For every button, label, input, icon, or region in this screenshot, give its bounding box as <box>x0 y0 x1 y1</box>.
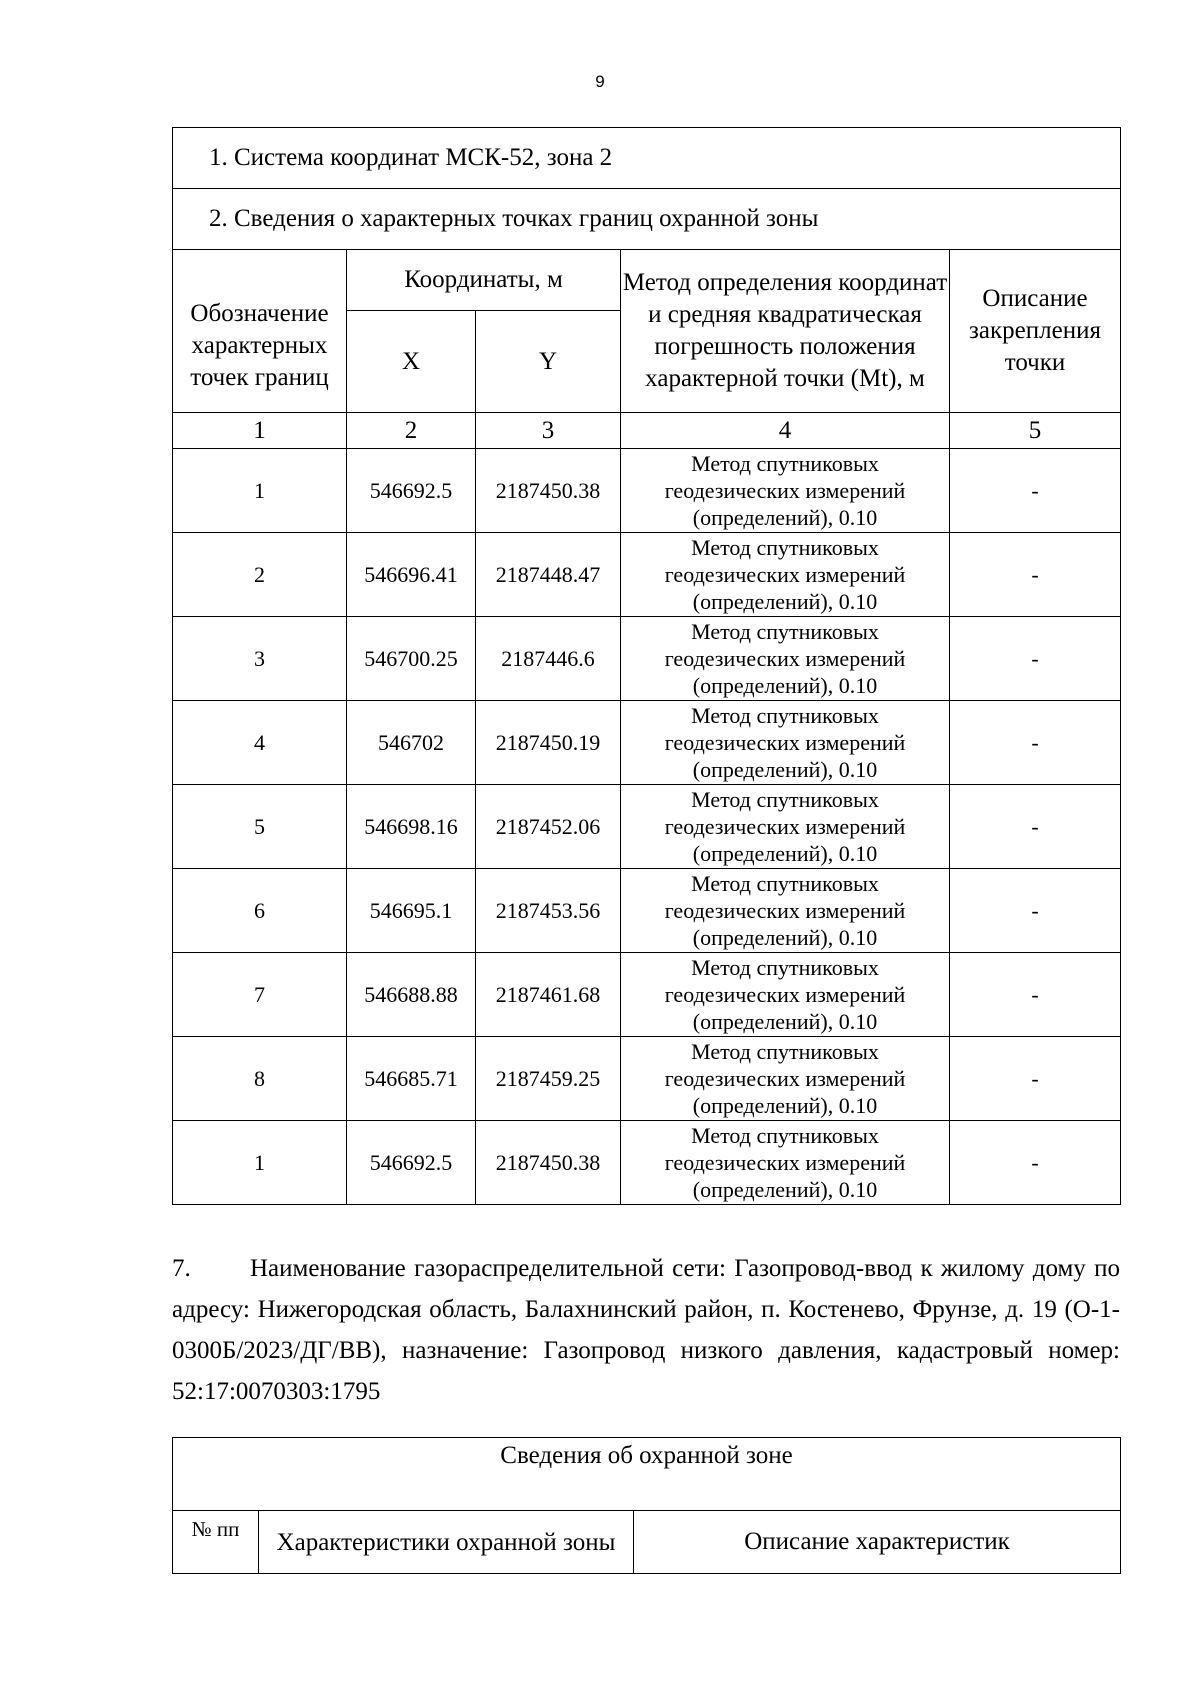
point-number: 1 <box>173 1121 347 1205</box>
header-number: № пп <box>173 1511 259 1574</box>
header-method: Метод определения координат и средняя квадратическая погрешность положения характерной точки (Mt), м <box>621 250 950 413</box>
x-coordinate: 546698.16 <box>347 785 476 869</box>
description-cell: - <box>950 953 1121 1037</box>
y-coordinate: 2187452.06 <box>476 785 621 869</box>
x-coordinate: 546702 <box>347 701 476 785</box>
method-cell: Метод спутниковых геодезических измерений (определений), 0.10 <box>621 869 950 953</box>
table-row <box>173 785 1121 869</box>
description-cell: - <box>950 449 1121 533</box>
y-coordinate: 2187459.25 <box>476 1037 621 1121</box>
x-coordinate: 546696.41 <box>347 533 476 617</box>
y-coordinate: 2187450.19 <box>476 701 621 785</box>
header-description: Описание характеристик <box>634 1511 1121 1574</box>
table-row <box>173 869 1121 953</box>
method-cell: Метод спутниковых геодезических измерений (определений), 0.10 <box>621 785 950 869</box>
x-coordinate: 546688.88 <box>347 953 476 1037</box>
description-cell: - <box>950 869 1121 953</box>
header-characteristics: Характеристики охранной зоны <box>259 1511 634 1574</box>
point-number: 6 <box>173 869 347 953</box>
header-description: Описание закрепления точки <box>950 250 1121 413</box>
x-coordinate: 546695.1 <box>347 869 476 953</box>
method-cell: Метод спутниковых геодезических измерений (определений), 0.10 <box>621 701 950 785</box>
table-row <box>173 533 1121 617</box>
protection-zone-table <box>172 1437 1121 1574</box>
method-cell: Метод спутниковых геодезических измерений (определений), 0.10 <box>621 533 950 617</box>
method-cell: Метод спутниковых геодезических измерений (определений), 0.10 <box>621 449 950 533</box>
point-number: 5 <box>173 785 347 869</box>
table-row <box>173 617 1121 701</box>
section-text: Наименование газораспределительной сети: Газопровод-ввод к жилому дому по адресу: Нижегородская область, Балахнинский район, п. Костенево, Фрунзе, д. 19 (О-1-0300Б/2023/ДГ/ВВ), назначение: Газопровод низкого давления, кадастровый номер: 52:17:0070303:1795 <box>172 1255 1120 1405</box>
y-coordinate: 2187446.6 <box>476 617 621 701</box>
column-number: 4 <box>621 413 950 449</box>
point-number: 7 <box>173 953 347 1037</box>
x-coordinate: 546700.25 <box>347 617 476 701</box>
table-row <box>173 953 1121 1037</box>
table-row <box>173 1121 1121 1205</box>
description-cell: - <box>950 533 1121 617</box>
method-cell: Метод спутниковых геодезических измерений (определений), 0.10 <box>621 953 950 1037</box>
description-cell: - <box>950 1037 1121 1121</box>
method-cell: Метод спутниковых геодезических измерений (определений), 0.10 <box>621 1037 950 1121</box>
header-y: Y <box>476 311 621 413</box>
point-number: 1 <box>173 449 347 533</box>
header-designation: Обозначение характерных точек границ <box>173 250 347 413</box>
method-cell: Метод спутниковых геодезических измерений (определений), 0.10 <box>621 617 950 701</box>
method-cell: Метод спутниковых геодезических измерений (определений), 0.10 <box>621 1121 950 1205</box>
section-7-paragraph <box>172 1248 1120 1412</box>
column-number: 1 <box>173 413 347 449</box>
zone-table-title: Сведения об охранной зоне <box>173 1438 1121 1511</box>
y-coordinate: 2187450.38 <box>476 449 621 533</box>
description-cell: - <box>950 617 1121 701</box>
x-coordinate: 546692.5 <box>347 449 476 533</box>
page-number: 9 <box>595 72 605 91</box>
point-number: 4 <box>173 701 347 785</box>
x-coordinate: 546692.5 <box>347 1121 476 1205</box>
header-x: X <box>347 311 476 413</box>
column-number: 3 <box>476 413 621 449</box>
y-coordinate: 2187450.38 <box>476 1121 621 1205</box>
coordinate-system-row: 1. Система координат МСК-52, зона 2 <box>173 128 1121 189</box>
point-number: 2 <box>173 533 347 617</box>
description-cell: - <box>950 1121 1121 1205</box>
boundary-info-row: 2. Сведения о характерных точках границ охранной зоны <box>173 189 1121 250</box>
description-cell: - <box>950 701 1121 785</box>
point-number: 8 <box>173 1037 347 1121</box>
description-cell: - <box>950 785 1121 869</box>
section-number: 7. <box>172 1255 191 1282</box>
y-coordinate: 2187453.56 <box>476 869 621 953</box>
point-number: 3 <box>173 617 347 701</box>
table-row <box>173 1037 1121 1121</box>
column-number: 2 <box>347 413 476 449</box>
header-coordinates: Координаты, м <box>347 250 621 311</box>
boundary-points-table <box>172 127 1121 1205</box>
x-coordinate: 546685.71 <box>347 1037 476 1121</box>
y-coordinate: 2187461.68 <box>476 953 621 1037</box>
column-number: 5 <box>950 413 1121 449</box>
table-row <box>173 449 1121 533</box>
y-coordinate: 2187448.47 <box>476 533 621 617</box>
table-row <box>173 701 1121 785</box>
